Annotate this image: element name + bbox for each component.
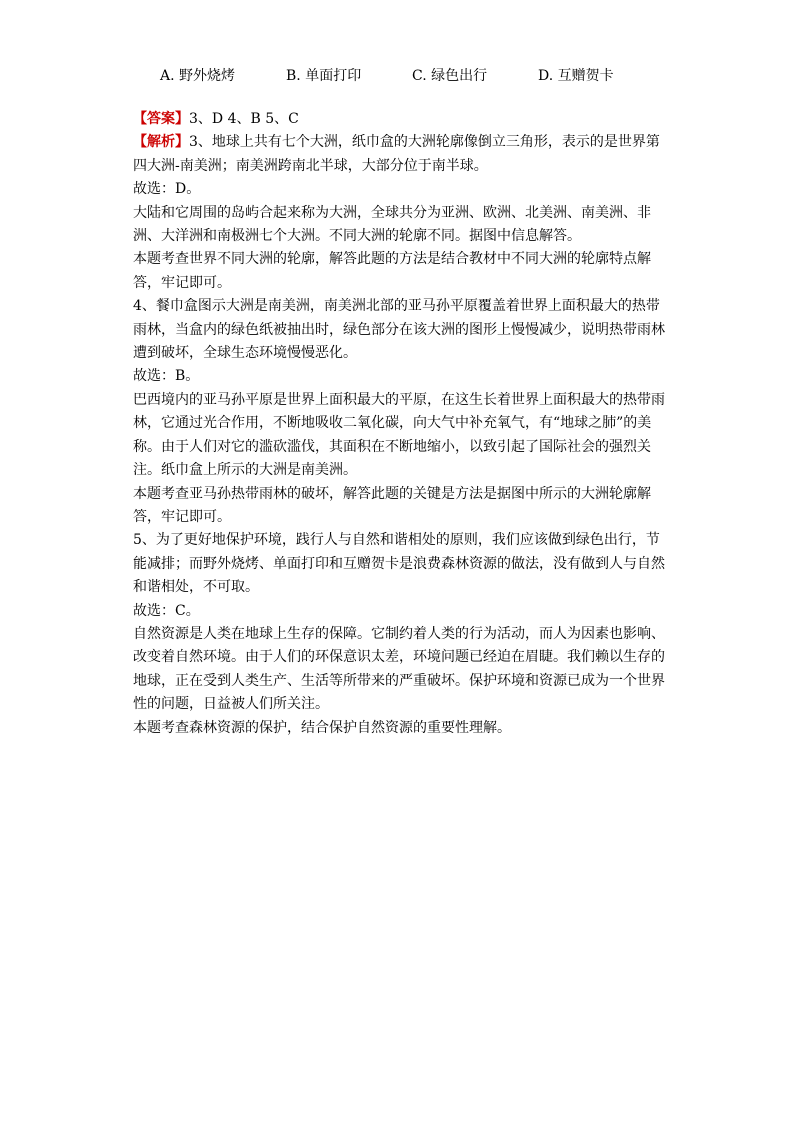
option-d: D. 互赠贺卡 <box>538 68 614 84</box>
paragraph-q4-analysis: 4、餐巾盒图示大洲是南美洲，南美洲北部的亚马孙平原覆盖着世界上面积最大的热带雨林，当盒内的绿色纸被抽出时，绿色部分在该大洲的图形上慢慢减少，说明热带雨林遭到破坏，全球生态环境慢慢恶化。 <box>133 298 665 362</box>
paragraph-amazon-info: 巴西境内的亚马孙平原是世界上面积最大的平原，在这生长着世界上面积最大的热带雨林，它通过光合作用，不断地吸收二氧化碳，向大气中补充氧气，有“地球之肺”的美称。由于人们对它的滥砍滥伐，其面积在不断地缩小，以致引起了国际社会的强烈关注。纸巾盒上所示的大洲是南美洲。 <box>133 391 665 479</box>
paragraph-q5-analysis: 5、为了更好地保护环境，践行人与自然和谐相处的原则，我们应该做到绿色出行，节能减排；而野外烧烤、单面打印和互赠贺卡是浪费森林资源的做法，没有做到人与自然和谐相处，不可取。 <box>133 532 665 596</box>
paragraph-choice-5: 故选：C。 <box>133 602 200 619</box>
analysis-text: 3、地球上共有七个大洲，纸巾盒的大洲轮廓像倒立三角形，表示的是世界第四大洲-南美洲；南美洲跨南北半球，大部分位于南半球。 <box>133 134 660 174</box>
paragraph-resources-summary: 本题考查森林资源的保护，结合保护自然资源的重要性理解。 <box>133 719 511 736</box>
option-c: C. 绿色出行 <box>412 68 488 84</box>
analysis-label: 【解析】 <box>133 134 189 151</box>
answer-line <box>133 108 673 131</box>
paragraph-amazon-summary: 本题考查亚马孙热带雨林的破坏，解答此题的关键是方法是据图中所示的大洲轮廓解答，牢记即可。 <box>133 485 651 525</box>
paragraph-choice-4: 故选：B。 <box>133 368 200 385</box>
option-b: B. 单面打印 <box>286 68 362 84</box>
answer-explanation <box>133 108 673 740</box>
paragraph-resources-info: 自然资源是人类在地球上生存的保障。它制约着人类的行为活动，而人为因素也影响、改变着自然环境。由于人们的环保意识太差，环境问题已经迫在眉睫。我们赖以生存的地球，正在受到人类生产、生活等所带来的严重破坏。保护环境和资源已成为一个世界性的问题，日益被人们所关注。 <box>133 625 665 713</box>
paragraph-continents-summary: 本题考查世界不同大洲的轮廓，解答此题的方法是结合教材中不同大洲的轮廓特点解答，牢记即可。 <box>133 251 651 291</box>
paragraph-continents-info: 大陆和它周围的岛屿合起来称为大洲，全球共分为亚洲、欧洲、北美洲、南美洲、非洲、大洋洲和南极洲七个大洲。不同大洲的轮廓不同。据图中信息解答。 <box>133 204 651 245</box>
answer-label: 【答案】 <box>133 111 189 127</box>
options-row <box>0 64 794 88</box>
paragraph-choice-3: 故选：D。 <box>133 181 201 198</box>
option-a: A. 野外烧烤 <box>160 68 236 84</box>
answer-text: 3、D 4、B 5、C <box>189 111 299 127</box>
analysis-line <box>133 131 673 178</box>
